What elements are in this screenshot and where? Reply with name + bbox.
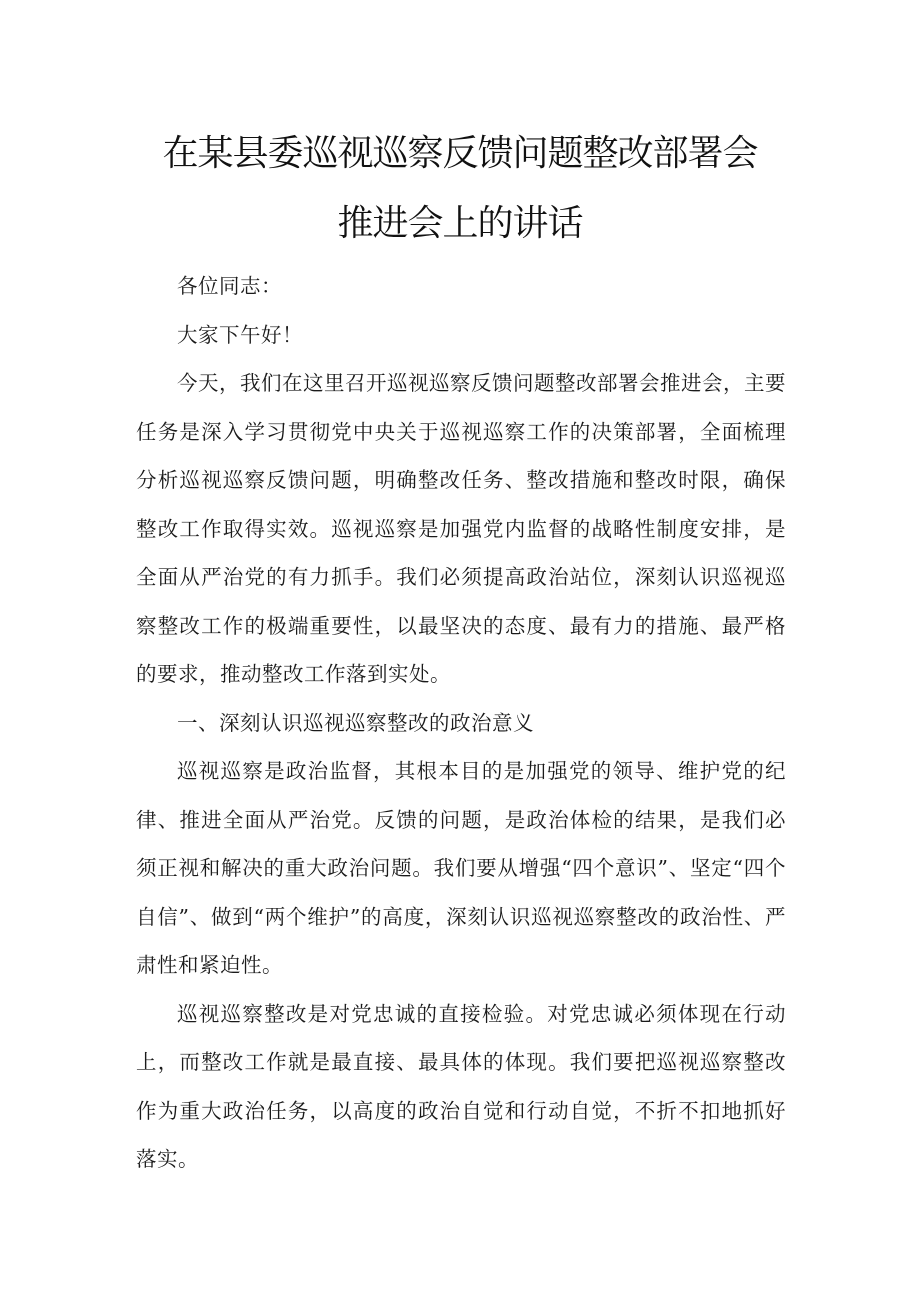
document-title-line-1: 在某县委巡视巡察反馈问题整改部署会: [162, 133, 758, 174]
body-paragraph: 今天，我们在这里召开巡视巡察反馈问题整改部署会推进会，主要任务是深入学习贯彻党中央关于巡视巡察工作的决策部署，全面梳理分析巡视巡察反馈问题，明确整改任务、整改措施和整改时限，确保整改工作取得实效。巡视巡察是加强党内监督的战略性制度安排，是全面从严治党的有力抓手。我们必须提高政治站位，深刻认识巡视巡察整改工作的极端重要性，以最坚决的态度、最有力的措施、最严格的要求，推动整改工作落到实处。: [136, 371, 786, 686]
body-paragraph: 巡视巡察是政治监督，其根本目的是加强党的领导、维护党的纪律、推进全面从严治党。反馈的问题，是政治体检的结果，是我们必须正视和解决的重大政治问题。我们要从增强“四个意识”、坚定“四个自信”、做到“两个维护”的高度，深刻认识巡视巡察整改的政治性、严肃性和紧迫性。: [136, 759, 786, 977]
document-body: [136, 262, 786, 1184]
salutation: 各位同志：: [177, 274, 282, 298]
section-heading: 一、深刻认识巡视巡察整改的政治意义: [177, 710, 534, 735]
greeting: 大家下午好！: [177, 322, 303, 347]
body-paragraph: 巡视巡察整改是对党忠诚的直接检验。对党忠诚必须体现在行动上，而整改工作就是最直接、最具体的体现。我们要把巡视巡察整改作为重大政治任务，以高度的政治自觉和行动自觉，不折不扣地抓好落实。: [136, 1001, 786, 1171]
document-title-line-2: 推进会上的讲话: [337, 203, 583, 244]
